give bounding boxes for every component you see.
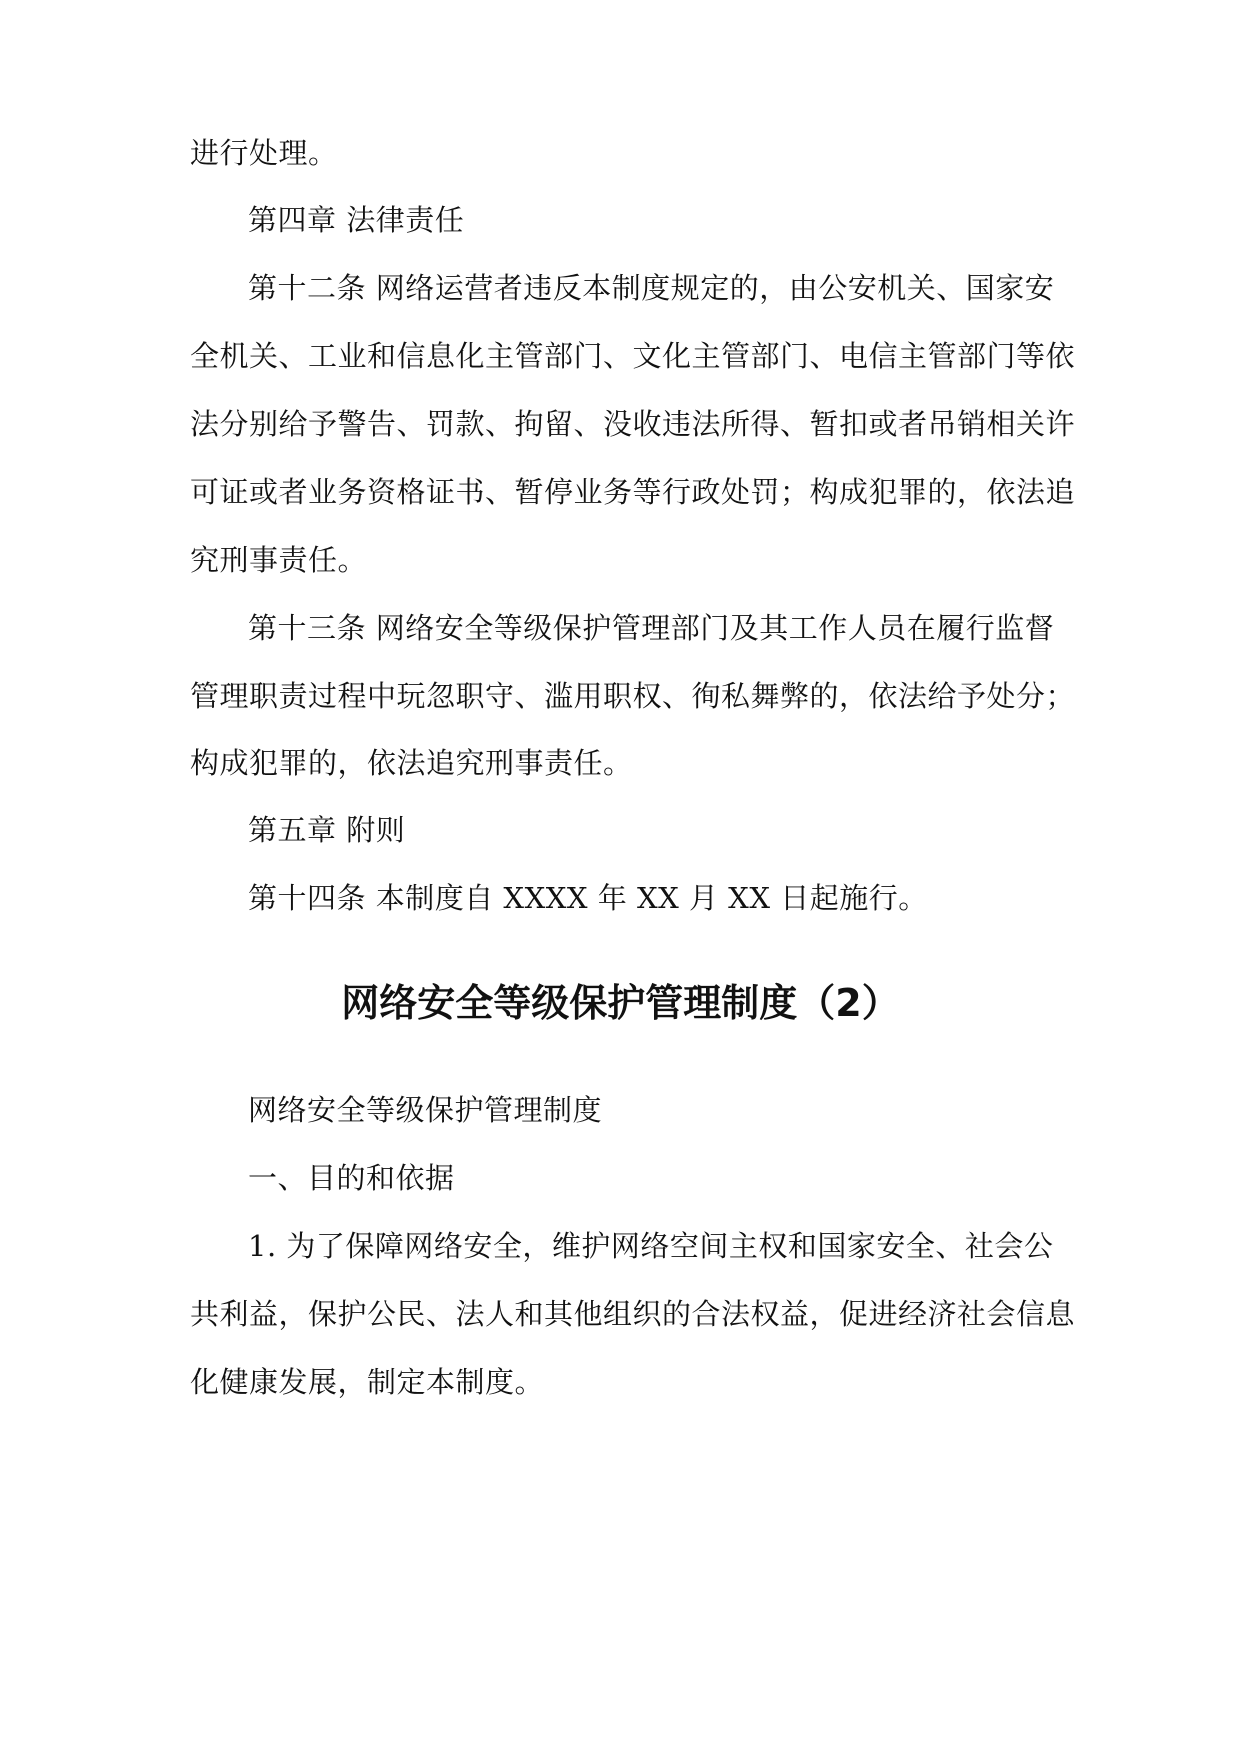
article-line: 第十二条 网络运营者违反本制度规定的，由公安机关、国家安 [248, 271, 1055, 305]
body-line: 构成犯罪的，依法追究刑事责任。 [190, 746, 633, 780]
chapter-heading: 第四章 法律责任 [248, 203, 465, 237]
article-line: 1. 为了保障网络安全，维护网络空间主权和国家安全、社会公 [248, 1229, 1054, 1263]
section-heading: 一、目的和依据 [248, 1161, 455, 1195]
body-line: 共利益，保护公民、法人和其他组织的合法权益，促进经济社会信息 [190, 1297, 1076, 1331]
body-line: 全机关、工业和信息化主管部门、文化主管部门、电信主管部门等依 [190, 339, 1076, 373]
body-line: 法分别给予警告、罚款、拘留、没收违法所得、暂扣或者吊销相关许 [190, 407, 1076, 441]
body-line: 化健康发展，制定本制度。 [190, 1365, 545, 1399]
subtitle-line: 网络安全等级保护管理制度 [248, 1093, 603, 1127]
article-line: 第十四条 本制度自 XXXX 年 XX 月 XX 日起施行。 [248, 881, 928, 915]
chapter-heading: 第五章 附则 [248, 813, 406, 847]
section-title: 网络安全等级保护管理制度（2） [341, 981, 900, 1025]
body-line: 可证或者业务资格证书、暂停业务等行政处罚；构成犯罪的，依法追 [190, 475, 1076, 509]
body-line: 究刑事责任。 [190, 543, 368, 577]
body-line: 进行处理。 [190, 136, 338, 170]
body-line: 管理职责过程中玩忽职守、滥用职权、徇私舞弊的，依法给予处分； [190, 679, 1076, 713]
article-line: 第十三条 网络安全等级保护管理部门及其工作人员在履行监督 [248, 611, 1055, 645]
